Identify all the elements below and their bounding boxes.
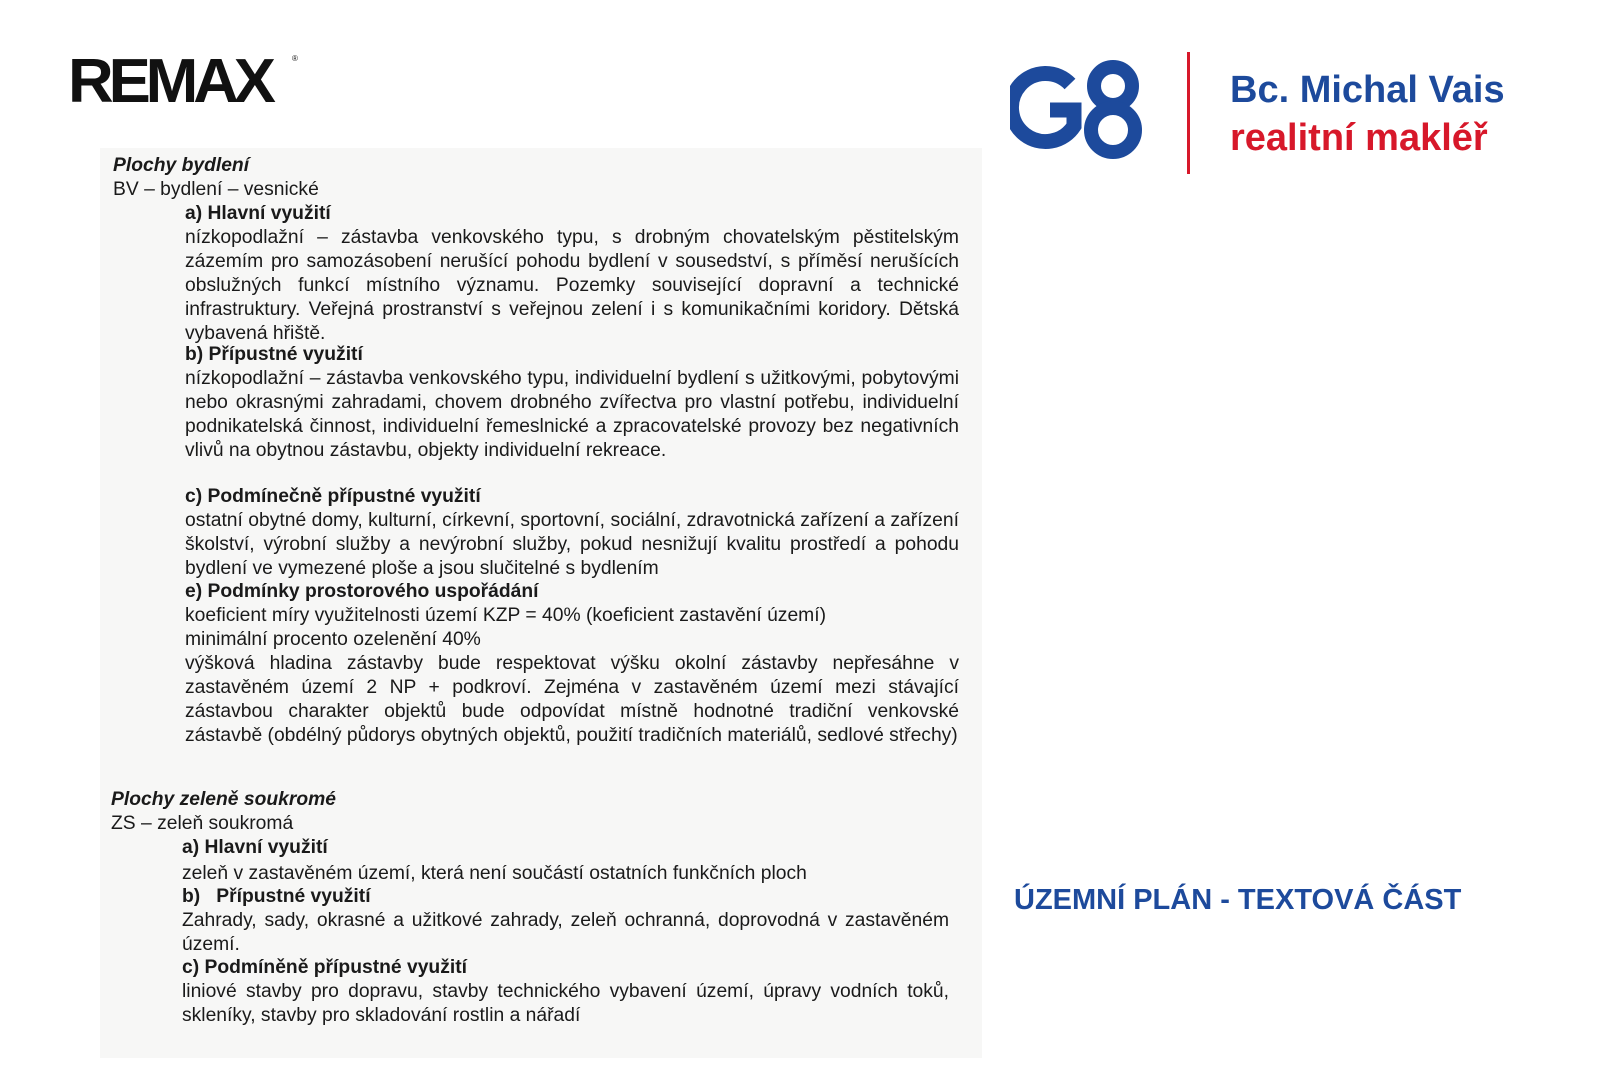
paragraph-conditional-use: ostatní obytné domy, kulturní, církevní, sportovní, sociální, zdravotnická zařízení a zařízení školství, výrobní služby a nevýrobní služby, pokud nesnižují kvalitu prostředí a pohodu bydlení ve vymezené ploše a jsou slučitelné s bydlením: [185, 510, 959, 579]
heading-permitted-use-greenery: b) Přípustné využití: [182, 886, 371, 907]
section-title-housing: Plochy bydlení: [113, 155, 250, 176]
paragraph-main-use: nízkopodlažní – zástavba venkovského typu, s drobným chovatelským pěstitelským zázemím pro samozásobení nerušící pohodu bydlení v sousedství, s příměsí nerušících obslužných funkcí místního významu. Pozemky související dopravní a technické infrastruktury. Veřejná prostranství s veřejnou zelení i s komunikačními koridory. Dětská vybavená hřiště.: [185, 227, 959, 344]
paragraph-height-level: výšková hladina zástavby bude respektovat výšku okolní zástavby nepřesáhne v zastavěném území 2 NP + podkroví. Zejména v zastavěném území mezi stávající zástavbou charakter objektů bude odpovídat místně hodnotné tradiční venkovské zástavbě (obdélný půdorys obytných objektů, použití tradičních materiálů, sedlové střechy): [185, 653, 959, 746]
section-subtitle-private-greenery: ZS – zeleň soukromá: [111, 813, 294, 834]
section-subtitle-housing: BV – bydlení – vesnické: [113, 179, 319, 200]
header-divider: [1187, 52, 1190, 174]
agent-role: realitní makléř: [1230, 117, 1488, 159]
paragraph-permitted-use: nízkopodlažní – zástavba venkovského typu, individuelní bydlení s užitkovými, pobytovými nebo okrasnými zahradami, chovem drobného zvířectva pro vlastní potřebu, individuelní podnikatelská činnost, individuelní řemeslnické a zpracovatelské provozy bez negativních vlivů na obytnou zástavbu, objekty individuelní rekreace.: [185, 368, 959, 461]
text-greenery-minimum: minimální procento ozelenění 40%: [185, 629, 481, 650]
text-kzp-coefficient: koeficient míry využitelnosti území KZP = 40% (koeficient zastavění území): [185, 605, 827, 626]
heading-main-use-greenery: a) Hlavní využití: [182, 837, 328, 858]
remax-logo: [68, 47, 308, 116]
registered-mark: ®: [292, 54, 298, 63]
remax-logo-text: REMAX: [68, 47, 271, 116]
section-title-private-greenery: Plochy zeleně soukromé: [111, 789, 337, 810]
heading-main-use: a) Hlavní využití: [185, 203, 331, 224]
paragraph-permitted-use-greenery: Zahrady, sady, okrasné a užitkové zahrady, zeleň ochranná, doprovodná v zastavěném území.: [182, 910, 949, 955]
g8-logo: [1010, 60, 1150, 160]
heading-permitted-use: b) Přípustné využití: [185, 344, 363, 365]
text-main-use-greenery: zeleň v zastavěném území, která není součástí ostatních funkčních ploch: [182, 863, 807, 884]
document-scan: [100, 148, 982, 1058]
paragraph-conditional-use-greenery: liniové stavby pro dopravu, stavby technického vybavení území, úpravy vodních toků, skleníky, stavby pro skladování rostlin a nářadí: [182, 981, 949, 1026]
heading-conditional-use: c) Podmínečně přípustné využití: [185, 486, 481, 507]
heading-spatial-conditions: e) Podmínky prostorového uspořádání: [185, 581, 539, 602]
heading-conditional-use-greenery: c) Podmíněně přípustné využití: [182, 957, 467, 978]
agent-name: Bc. Michal Vais: [1230, 69, 1505, 111]
document-caption: ÚZEMNÍ PLÁN - TEXTOVÁ ČÁST: [1014, 884, 1462, 916]
